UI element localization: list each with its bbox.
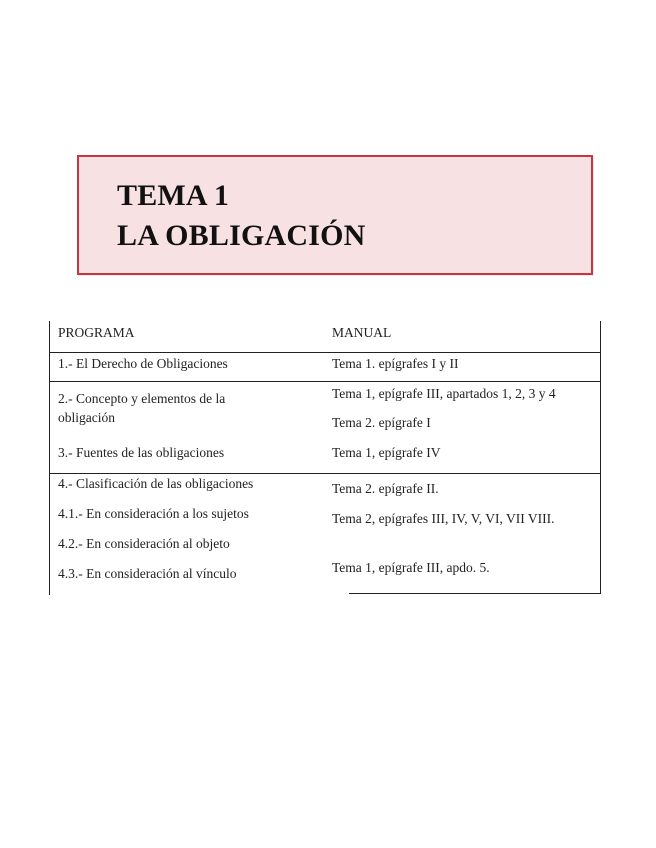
row3-programa-c: 4.2.- En consideración al objeto <box>58 536 230 551</box>
table-right-border <box>600 321 601 593</box>
header-programa: PROGRAMA <box>58 325 135 340</box>
row2-programa-a: 2.- Concepto y elementos de la obligación <box>58 391 226 425</box>
row2-manual-b: Tema 2. epígrafe I <box>332 415 431 430</box>
row1-divider <box>49 381 601 382</box>
header-divider <box>49 352 601 353</box>
row2-programa-b: 3.- Fuentes de las obligaciones <box>58 445 225 460</box>
row1-programa: 1.- El Derecho de Obligaciones <box>58 356 228 371</box>
row2-manual-c: Tema 1, epígrafe IV <box>332 445 441 460</box>
row3-manual-b: Tema 2, epígrafes III, IV, V, VI, VII VIII. <box>332 511 555 526</box>
table-left-border <box>49 321 50 595</box>
table-bottom-border <box>349 593 601 594</box>
row3-manual-a: Tema 2. epígrafe II. <box>332 481 439 496</box>
row2-manual-a: Tema 1, epígrafe III, apartados 1, 2, 3 y 4 <box>332 386 556 401</box>
header-manual: MANUAL <box>332 325 392 340</box>
row3-programa-d: 4.3.- En consideración al vínculo <box>58 566 237 581</box>
title-line-2: LA OBLIGACIÓN <box>117 219 366 252</box>
title-line-1: TEMA 1 <box>117 179 230 212</box>
row3-programa-b: 4.1.- En consideración a los sujetos <box>58 506 249 521</box>
row3-manual-c: Tema 1, epígrafe III, apdo. 5. <box>332 560 490 575</box>
row1-manual: Tema 1. epígrafes I y II <box>332 356 459 371</box>
title-box <box>77 155 593 275</box>
row3-programa-a: 4.- Clasificación de las obligaciones <box>58 476 254 491</box>
program-table <box>49 321 601 595</box>
